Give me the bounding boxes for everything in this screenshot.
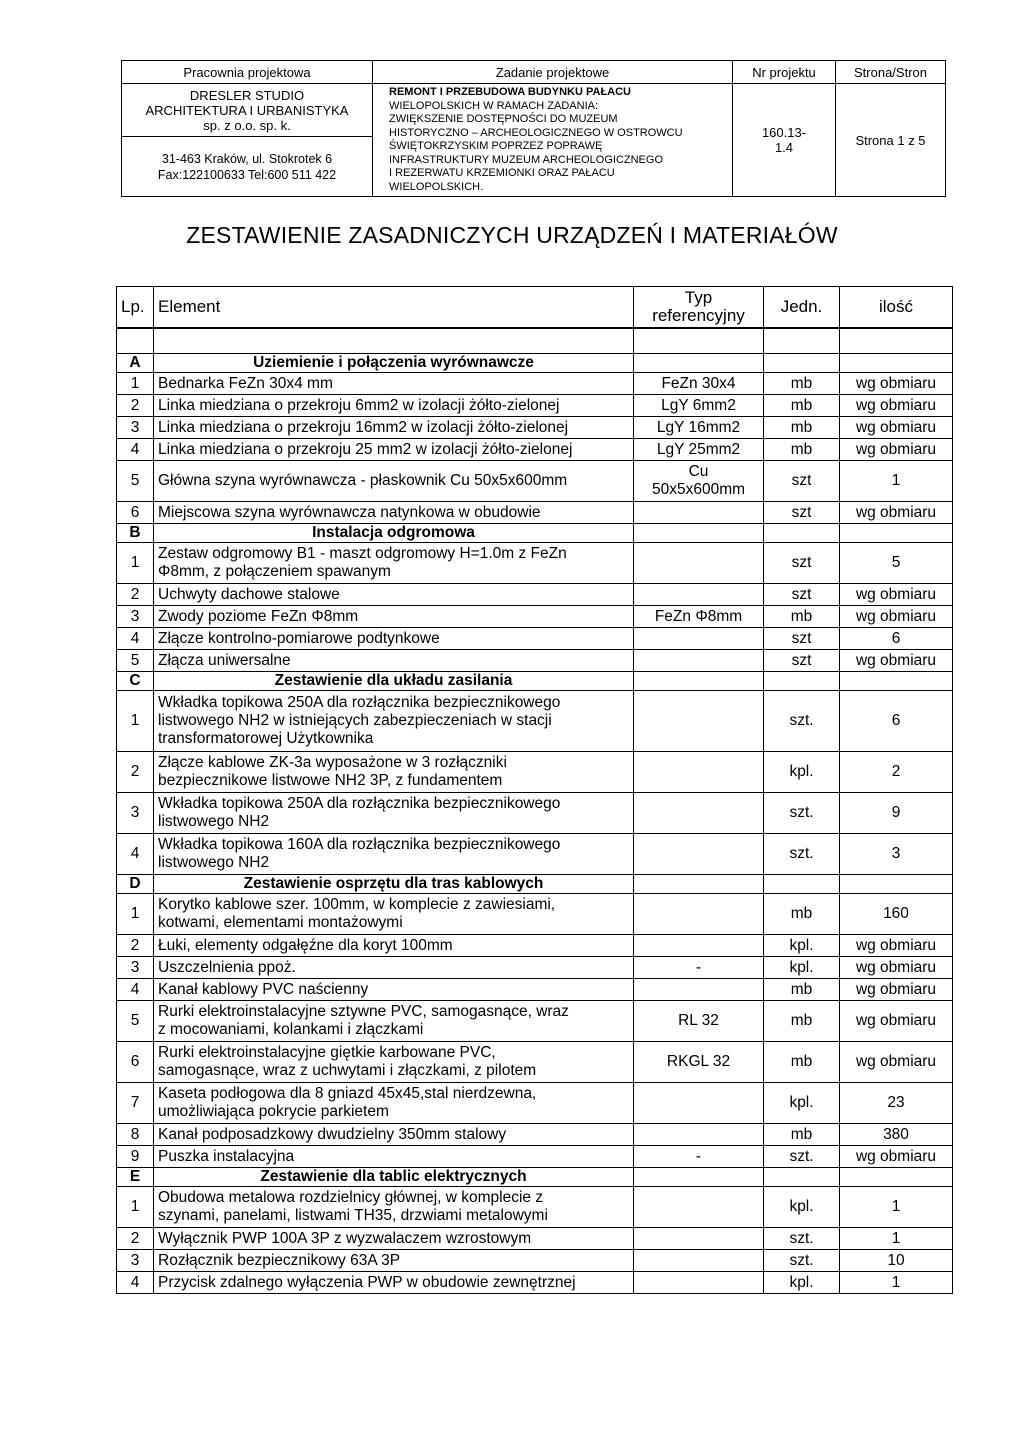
cell-jedn: mb [764, 373, 840, 395]
cell-ilosc: wg obmiaru [840, 957, 953, 979]
cell-typ: LgY 25mm2 [634, 439, 764, 461]
project-number: 160.13- 1.4 [733, 84, 836, 197]
col-header-element: Element [154, 287, 634, 329]
cell-jedn: mb [764, 395, 840, 417]
cell-ilosc: 160 [840, 894, 953, 935]
table-row [117, 461, 953, 502]
table-row [117, 584, 953, 606]
cell-lp: 8 [117, 1124, 154, 1146]
cell-jedn: szt. [764, 1250, 840, 1272]
table-row [117, 894, 953, 935]
cell-typ: Cu 50x5x600mm [634, 461, 764, 502]
cell-typ [634, 1272, 764, 1294]
cell-ilosc: 6 [840, 628, 953, 650]
table-row [117, 935, 953, 957]
cell-element: Korytko kablowe szer. 100mm, w komplecie z zawiesiami, kotwami, elementami montażowymi [154, 894, 634, 935]
cell-element: Złącza uniwersalne [154, 650, 634, 672]
cell-element: Linka miedziana o przekroju 16mm2 w izolacji żółto-zielonej [154, 417, 634, 439]
cell-jedn: szt. [764, 691, 840, 752]
cell-element: Złącze kablowe ZK-3a wyposażone w 3 rozłączniki bezpiecznikowe listwowe NH2 3P, z fundamentem [154, 752, 634, 793]
cell-element: Kanał podposadzkowy dwudzielny 350mm stalowy [154, 1124, 634, 1146]
page-number: Strona 1 z 5 [836, 84, 946, 197]
cell-lp: 4 [117, 1272, 154, 1294]
table-row [117, 1083, 953, 1124]
cell-jedn: szt [764, 650, 840, 672]
cell-lp: 1 [117, 691, 154, 752]
cell-lp: A [117, 354, 154, 373]
cell-lp: 2 [117, 935, 154, 957]
cell-element: Wyłącznik PWP 100A 3P z wyzwalaczem wzrostowym [154, 1228, 634, 1250]
table-row [117, 1124, 953, 1146]
cell-ilosc: 380 [840, 1124, 953, 1146]
cell-lp: 1 [117, 894, 154, 935]
cell-ilosc: 5 [840, 543, 953, 584]
cell-typ: FeZn Φ8mm [634, 606, 764, 628]
header-label-project-no: Nr projektu [733, 61, 836, 84]
cell-ilosc: 3 [840, 834, 953, 875]
cell-typ [634, 1187, 764, 1228]
cell-lp: C [117, 672, 154, 691]
cell-ilosc: wg obmiaru [840, 1146, 953, 1168]
table-row [117, 606, 953, 628]
col-header-lp: Lp. [117, 287, 154, 329]
cell-typ [634, 584, 764, 606]
cell-element: Uszczelnienia ppoż. [154, 957, 634, 979]
header-table [121, 60, 946, 197]
cell-jedn: kpl. [764, 1083, 840, 1124]
cell-ilosc: wg obmiaru [840, 1001, 953, 1042]
cell-typ: LgY 16mm2 [634, 417, 764, 439]
cell-jedn: szt. [764, 1228, 840, 1250]
cell-lp: 1 [117, 543, 154, 584]
cell-jedn: szt. [764, 834, 840, 875]
firm-address: 31-463 Kraków, ul. Stokrotek 6 Fax:122100633 Tel:600 511 422 [122, 137, 373, 197]
cell-lp: 9 [117, 1146, 154, 1168]
cell-ilosc: wg obmiaru [840, 373, 953, 395]
cell-ilosc: 6 [840, 691, 953, 752]
cell-lp: 4 [117, 628, 154, 650]
cell-lp: 1 [117, 1187, 154, 1228]
cell-jedn: mb [764, 606, 840, 628]
cell-typ [634, 894, 764, 935]
table-row [117, 793, 953, 834]
header-label-studio: Pracownia projektowa [122, 61, 373, 84]
cell-typ: FeZn 30x4 [634, 373, 764, 395]
cell-typ: RKGL 32 [634, 1042, 764, 1083]
cell-jedn: mb [764, 417, 840, 439]
table-row [117, 1228, 953, 1250]
cell-lp: 1 [117, 373, 154, 395]
cell-ilosc: wg obmiaru [840, 502, 953, 524]
section-title: Zestawienie osprzętu dla tras kablowych [154, 875, 634, 894]
section-title: Zestawienie dla tablic elektrycznych [154, 1168, 634, 1187]
cell-typ [634, 691, 764, 752]
table-row [117, 543, 953, 584]
firm-name: DRESLER STUDIO ARCHITEKTURA I URBANISTYKA sp. z o.o. sp. k. [122, 84, 373, 137]
cell-lp: 3 [117, 417, 154, 439]
cell-jedn: szt [764, 628, 840, 650]
cell-element: Wkładka topikowa 250A dla rozłącznika bezpiecznikowego listwowego NH2 [154, 793, 634, 834]
section-title: Zestawienie dla układu zasilania [154, 672, 634, 691]
cell-typ [634, 628, 764, 650]
table-row [117, 1146, 953, 1168]
section-row [117, 672, 953, 691]
cell-element: Puszka instalacyjna [154, 1146, 634, 1168]
cell-ilosc: 10 [840, 1250, 953, 1272]
cell-lp: 2 [117, 752, 154, 793]
table-row [117, 439, 953, 461]
cell-lp: 2 [117, 1228, 154, 1250]
cell-lp: 2 [117, 584, 154, 606]
cell-typ: LgY 6mm2 [634, 395, 764, 417]
cell-typ [634, 793, 764, 834]
section-title: Uziemienie i połączenia wyrównawcze [154, 354, 634, 373]
cell-jedn: szt. [764, 793, 840, 834]
cell-element: Łuki, elementy odgałęźne dla koryt 100mm [154, 935, 634, 957]
cell-jedn: mb [764, 1001, 840, 1042]
cell-element: Rurki elektroinstalacyjne sztywne PVC, samogasnące, wraz z mocowaniami, kolankami i złączkami [154, 1001, 634, 1042]
cell-jedn: mb [764, 439, 840, 461]
table-row [117, 650, 953, 672]
document-title: ZESTAWIENIE ZASADNICZYCH URZĄDZEŃ I MATERIAŁÓW [186, 222, 838, 248]
cell-lp: 4 [117, 979, 154, 1001]
cell-lp: 3 [117, 793, 154, 834]
table-row [117, 417, 953, 439]
cell-element: Bednarka FeZn 30x4 mm [154, 373, 634, 395]
cell-element: Zestaw odgromowy B1 - maszt odgromowy H=1.0m z FeZn Φ8mm, z połączeniem spawanym [154, 543, 634, 584]
cell-jedn: szt [764, 584, 840, 606]
cell-ilosc: 1 [840, 461, 953, 502]
section-row [117, 354, 953, 373]
table-row [117, 1187, 953, 1228]
cell-lp: 3 [117, 1250, 154, 1272]
cell-ilosc: 1 [840, 1272, 953, 1294]
cell-lp: D [117, 875, 154, 894]
table-row [117, 957, 953, 979]
cell-ilosc: wg obmiaru [840, 395, 953, 417]
table-row [117, 395, 953, 417]
cell-jedn: kpl. [764, 1272, 840, 1294]
section-title: Instalacja odgromowa [154, 524, 634, 543]
table-row [117, 979, 953, 1001]
cell-typ [634, 1250, 764, 1272]
cell-ilosc: 1 [840, 1228, 953, 1250]
table-header-row [117, 287, 953, 329]
cell-element: Wkładka topikowa 160A dla rozłącznika bezpiecznikowego listwowego NH2 [154, 834, 634, 875]
cell-lp: 4 [117, 439, 154, 461]
cell-typ: RL 32 [634, 1001, 764, 1042]
cell-jedn: mb [764, 894, 840, 935]
cell-jedn: kpl. [764, 935, 840, 957]
header-label-page: Strona/Stron [836, 61, 946, 84]
cell-ilosc: wg obmiaru [840, 606, 953, 628]
cell-element: Przycisk zdalnego wyłączenia PWP w obudowie zewnętrznej [154, 1272, 634, 1294]
cell-lp: 5 [117, 650, 154, 672]
cell-element: Rozłącznik bezpiecznikowy 63A 3P [154, 1250, 634, 1272]
cell-typ [634, 1228, 764, 1250]
cell-typ [634, 502, 764, 524]
table-spacer-row [117, 328, 953, 354]
cell-ilosc: wg obmiaru [840, 439, 953, 461]
table-row [117, 691, 953, 752]
cell-lp: 3 [117, 606, 154, 628]
cell-ilosc: wg obmiaru [840, 417, 953, 439]
cell-jedn: kpl. [764, 752, 840, 793]
cell-ilosc: 1 [840, 1187, 953, 1228]
cell-ilosc: wg obmiaru [840, 979, 953, 1001]
cell-element: Kaseta podłogowa dla 8 gniazd 45x45,stal nierdzewna, umożliwiająca pokrycie parkietem [154, 1083, 634, 1124]
table-row [117, 752, 953, 793]
cell-element: Rurki elektroinstalacyjne giętkie karbowane PVC, samogasnące, wraz z uchwytami i złączkami, z pilotem [154, 1042, 634, 1083]
cell-lp: E [117, 1168, 154, 1187]
cell-ilosc: wg obmiaru [840, 584, 953, 606]
section-row [117, 524, 953, 543]
cell-jedn: szt [764, 543, 840, 584]
table-row [117, 1042, 953, 1083]
cell-element: Kanał kablowy PVC naścienny [154, 979, 634, 1001]
cell-ilosc: 23 [840, 1083, 953, 1124]
cell-lp: 5 [117, 461, 154, 502]
cell-jedn: mb [764, 1042, 840, 1083]
cell-typ [634, 935, 764, 957]
header-label-task: Zadanie projektowe [373, 61, 733, 84]
table-row [117, 1272, 953, 1294]
cell-typ [634, 1083, 764, 1124]
materials-table [116, 286, 953, 1294]
cell-lp: 3 [117, 957, 154, 979]
cell-lp: 6 [117, 502, 154, 524]
cell-jedn: szt. [764, 1146, 840, 1168]
col-header-jedn: Jedn. [764, 287, 840, 329]
task-description: REMONT I PRZEBUDOWA BUDYNKU PAŁACU WIELOPOLSKICH W RAMACH ZADANIA: ZWIĘKSZENIE DOSTĘPNOŚCI DO MUZEUM HISTORYCZNO – ARCHEOLOGICZNEGO W OSTROWCU ŚWIĘTOKRZYSKIM POPRZEZ POPRAWĘ INFRASTRUKTURY MUZEUM ARCHEOLOGICZNEGO I REZERWATU KRZEMIONKI ORAZ PAŁACU WIELOPOLSKICH. [373, 84, 733, 197]
cell-typ [634, 979, 764, 1001]
cell-element: Wkładka topikowa 250A dla rozłącznika bezpiecznikowego listwowego NH2 w istniejących zabezpieczeniach w stacji transformatorowej Użytkownika [154, 691, 634, 752]
table-row [117, 373, 953, 395]
col-header-typ: Typ referencyjny [634, 287, 764, 329]
cell-jedn: mb [764, 979, 840, 1001]
cell-typ [634, 1124, 764, 1146]
cell-element: Zwody poziome FeZn Φ8mm [154, 606, 634, 628]
cell-typ [634, 650, 764, 672]
cell-lp: 4 [117, 834, 154, 875]
cell-jedn: szt [764, 461, 840, 502]
cell-ilosc: wg obmiaru [840, 935, 953, 957]
section-row [117, 875, 953, 894]
cell-element: Linka miedziana o przekroju 6mm2 w izolacji żółto-zielonej [154, 395, 634, 417]
table-row [117, 1250, 953, 1272]
cell-element: Linka miedziana o przekroju 25 mm2 w izolacji żółto-zielonej [154, 439, 634, 461]
cell-typ: - [634, 957, 764, 979]
cell-lp: B [117, 524, 154, 543]
table-row [117, 1001, 953, 1042]
cell-element: Obudowa metalowa rozdzielnicy głównej, w komplecie z szynami, panelami, listwami TH35, drzwiami metalowymi [154, 1187, 634, 1228]
cell-element: Złącze kontrolno-pomiarowe podtynkowe [154, 628, 634, 650]
table-row [117, 834, 953, 875]
cell-ilosc: 9 [840, 793, 953, 834]
cell-lp: 2 [117, 395, 154, 417]
cell-ilosc: wg obmiaru [840, 1042, 953, 1083]
cell-jedn: mb [764, 1124, 840, 1146]
cell-typ [634, 752, 764, 793]
cell-element: Miejscowa szyna wyrównawcza natynkowa w obudowie [154, 502, 634, 524]
cell-lp: 7 [117, 1083, 154, 1124]
col-header-ilosc: ilość [840, 287, 953, 329]
cell-lp: 6 [117, 1042, 154, 1083]
table-row [117, 502, 953, 524]
cell-typ [634, 834, 764, 875]
cell-element: Uchwyty dachowe stalowe [154, 584, 634, 606]
cell-element: Główna szyna wyrównawcza - płaskownik Cu 50x5x600mm [154, 461, 634, 502]
cell-jedn: kpl. [764, 1187, 840, 1228]
section-row [117, 1168, 953, 1187]
cell-typ: - [634, 1146, 764, 1168]
table-row [117, 628, 953, 650]
cell-jedn: szt [764, 502, 840, 524]
cell-lp: 5 [117, 1001, 154, 1042]
cell-jedn: kpl. [764, 957, 840, 979]
cell-ilosc: 2 [840, 752, 953, 793]
cell-typ [634, 543, 764, 584]
cell-ilosc: wg obmiaru [840, 650, 953, 672]
